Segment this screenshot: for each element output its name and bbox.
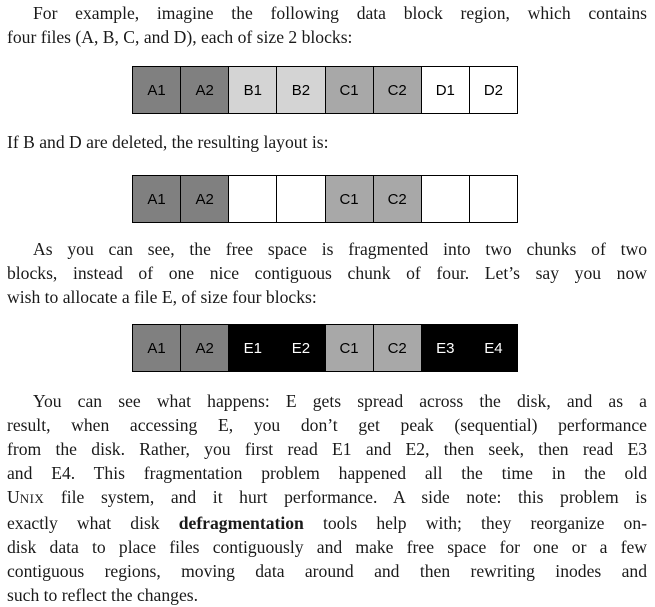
block-a2: A2: [180, 67, 228, 113]
block-free: [228, 176, 276, 222]
block-a1: A1: [133, 325, 180, 371]
fragment-line-3: wish to allocate a file E, of size four blocks:: [7, 287, 317, 307]
block-e1: E1: [228, 325, 276, 371]
outcome-line-6-pre: exactly what disk: [7, 513, 179, 533]
block-free: [421, 176, 469, 222]
outcome-line-7: disk data to place files contiguously and make free space for one or a few: [7, 537, 647, 557]
outcome-line-6-post: tools help with; they reorganize on-: [303, 513, 647, 533]
block-c2: C2: [373, 67, 421, 113]
outcome-line-5-rest: file system, and it hurt performance. A side note: this problem is: [44, 487, 647, 507]
block-c1: C1: [325, 325, 373, 371]
outcome-line-1: You can see what happens: E gets spread across the disk, and as a: [33, 391, 647, 411]
intro-line-2: four files (A, B, C, and D), each of size 2 blocks:: [7, 27, 353, 47]
outcome-line-6: [7, 511, 647, 535]
block-a2: A2: [180, 176, 228, 222]
block-layout-original: [132, 66, 518, 114]
block-b2: B2: [276, 67, 324, 113]
outcome-line-9: such to reflect the changes.: [7, 585, 199, 605]
defragmentation-term: defragmentation: [178, 513, 304, 533]
block-e2: E2: [276, 325, 324, 371]
fragment-paragraph: [7, 237, 647, 309]
block-c1: C1: [325, 67, 373, 113]
block-d2: D2: [469, 67, 517, 113]
intro-paragraph: [7, 1, 647, 49]
block-c2: C2: [373, 325, 421, 371]
fragment-line-2: blocks, instead of one nice contiguous chunk of four. Let’s say you now: [7, 263, 647, 283]
outcome-line-8: contiguous regions, moving data around and then rewriting inodes and: [7, 561, 647, 581]
unix-initial: U: [7, 487, 20, 507]
block-free: [276, 176, 324, 222]
block-d1: D1: [421, 67, 469, 113]
outcome-line-3: from the disk. Rather, you first read E1 and E2, then seek, then read E3: [7, 439, 647, 459]
intro-line-1: For example, imagine the following data block region, which contains: [33, 3, 647, 23]
block-b1: B1: [228, 67, 276, 113]
outcome-line-4: and E4. This fragmentation problem happened all the time in the old: [7, 463, 647, 483]
unix-smallcaps: NIX: [19, 491, 45, 506]
outcome-line-2: result, when accessing E, you don’t get peak (sequential) performance: [7, 415, 647, 435]
block-a1: A1: [133, 176, 180, 222]
block-layout-after-delete: [132, 175, 518, 223]
block-free: [469, 176, 517, 222]
block-c2: C2: [373, 176, 421, 222]
block-e3: E3: [421, 325, 469, 371]
block-e4: E4: [469, 325, 517, 371]
block-c1: C1: [325, 176, 373, 222]
deleted-paragraph: [7, 130, 647, 154]
outcome-line-5: [7, 485, 647, 511]
block-a1: A1: [133, 67, 180, 113]
fragment-line-1: As you can see, the free space is fragmented into two chunks of two: [33, 239, 647, 259]
block-layout-with-file-e: [132, 324, 518, 372]
outcome-paragraph: [7, 389, 647, 607]
deleted-line: If B and D are deleted, the resulting layout is:: [7, 132, 329, 152]
block-a2: A2: [180, 325, 228, 371]
